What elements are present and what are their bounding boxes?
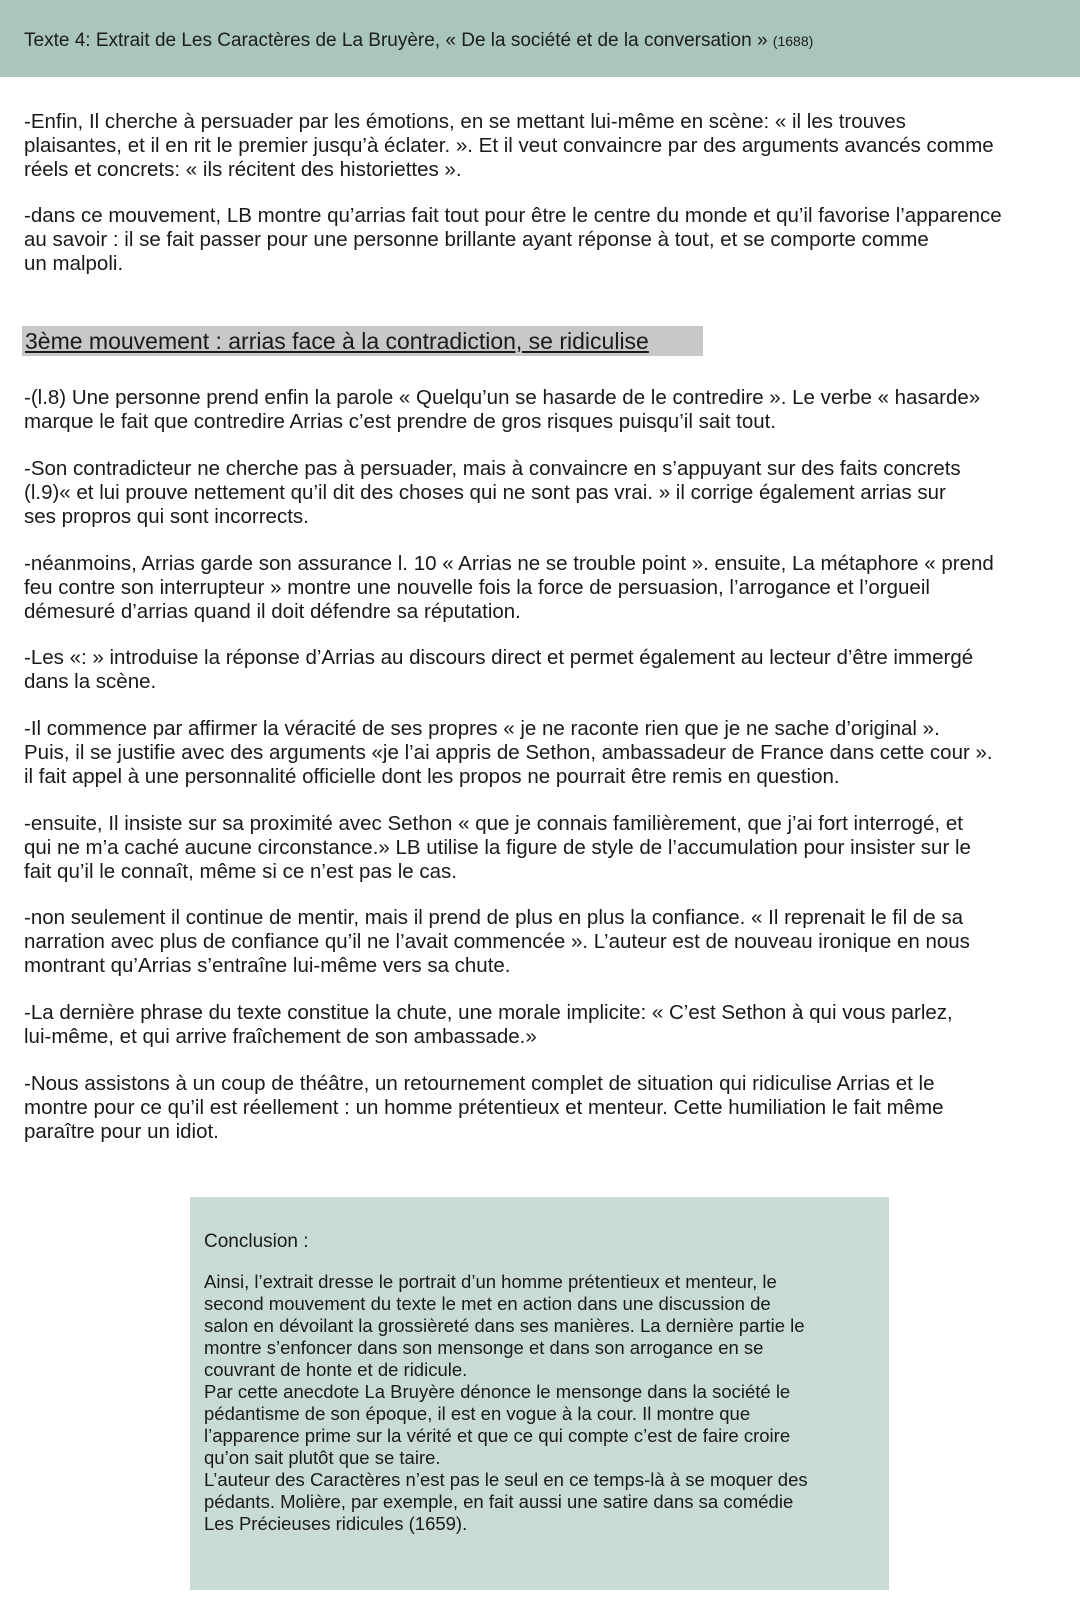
document-title-text: Texte 4: Extrait de Les Caractères de La Bruyère, « De la société et de la conversation » [24, 30, 773, 51]
conclusion-box [190, 1197, 889, 1590]
document-title [24, 30, 813, 52]
paragraph-5: -néanmoins, Arrias garde son assurance l. 10 « Arrias ne se trouble point ». ensuite, La métaphore « prend feu contre son interrupteur » montre une nouvelle fois la force de persuasion, l’arrogance et l’orgueil démesuré d’arrias quand il doit défendre sa réputation. [24, 552, 994, 623]
conclusion-text: Ainsi, l’extrait dresse le portrait d’un homme prétentieux et menteur, le second mouvement du texte le met en action dans une discussion de salon en dévoilant la grossièreté dans ses manières. La dernière partie le montre s’enfoncer dans son mensonge et dans son arrogance en se couvrant de honte et de ridicule. Par cette anecdote La Bruyère dénonce le mensonge dans la société le pédantisme de son époque, il est en vogue à la cour. Il montre que l’apparence prime sur la vérité et que ce qui compte c’est de faire croire qu’on sait plutôt que se taire. L’auteur des Caractères n’est pas le seul en ce temps-là à se moquer des pédants. Molière, par exemple, en fait aussi une satire dans sa comédie Les Précieuses ridicules (1659). [204, 1271, 808, 1534]
paragraph-7: -Il commence par affirmer la véracité de ses propres « je ne raconte rien que je ne sache d’original ». Puis, il se justifie avec des arguments «je l’ai appris de Sethon, ambassadeur de France dans cette cour ». il fait appel à une personnalité officielle dont les propos ne pourrait être remis en question. [24, 717, 993, 788]
paragraph-8: -ensuite, Il insiste sur sa proximité avec Sethon « que je connais familièrement, que j’ai fort interrogé, et qui ne m’a caché aucune circonstance.» LB utilise la figure de style de l’accumulation pour insister sur le fait qu’il le connaît, même si ce n’est pas le cas. [24, 812, 971, 883]
document-title-year: (1688) [772, 33, 814, 49]
paragraph-4: -Son contradicteur ne cherche pas à persuader, mais à convaincre en s’appuyant sur des faits concrets (l.9)« et lui prouve nettement qu’il dit des choses qui ne sont pas vrai. » il corrige également arrias sur ses propros qui sont incorrects. [24, 457, 961, 528]
paragraph-6: -Les «: » introduise la réponse d’Arrias au discours direct et permet également au lecteur d’être immergé dans la scène. [24, 646, 974, 693]
paragraph-3: -(l.8) Une personne prend enfin la parole « Quelqu’un se hasarde de le contredire ». Le verbe « hasarde» marque le fait que contredire Arrias c’est prendre de gros risques puisqu’il sait tout. [24, 386, 981, 433]
paragraph-9: -non seulement il continue de mentir, mais il prend de plus en plus la confiance. « Il reprenait le fil de sa narration avec plus de confiance qu’il ne l’avait commencée ». L’auteur est de nouveau ironique en nous montrant qu’Arrias s’entraîne lui-même vers sa chute. [24, 906, 970, 977]
paragraph-11: -Nous assistons à un coup de théâtre, un retournement complet de situation qui ridiculise Arrias et le montre pour ce qu’il est réellement : un homme prétentieux et menteur. Cette humiliation le fait même paraître pour un idiot. [24, 1072, 944, 1143]
header-bar [0, 0, 1080, 77]
paragraph-2: -dans ce mouvement, LB montre qu’arrias fait tout pour être le centre du monde et qu’il favorise l’apparence au savoir : il se fait passer pour une personne brillante ayant réponse à tout, et se comporte comme un malpoli. [24, 204, 1002, 275]
conclusion-title: Conclusion : [204, 1231, 309, 1252]
section-heading-movement-3: 3ème mouvement : arrias face à la contradiction, se ridiculise [22, 326, 703, 356]
paragraph-1: -Enfin, Il cherche à persuader par les émotions, en se mettant lui-même en scène: « il les trouves plaisantes, et il en rit le premier jusqu’à éclater. ». Et il veut convaincre par des arguments avancés comme réels et concrets: « ils récitent des historiettes ». [24, 110, 994, 181]
paragraph-10: -La dernière phrase du texte constitue la chute, une morale implicite: « C’est Sethon à qui vous parlez, lui-même, et qui arrive fraîchement de son ambassade.» [24, 1001, 953, 1048]
